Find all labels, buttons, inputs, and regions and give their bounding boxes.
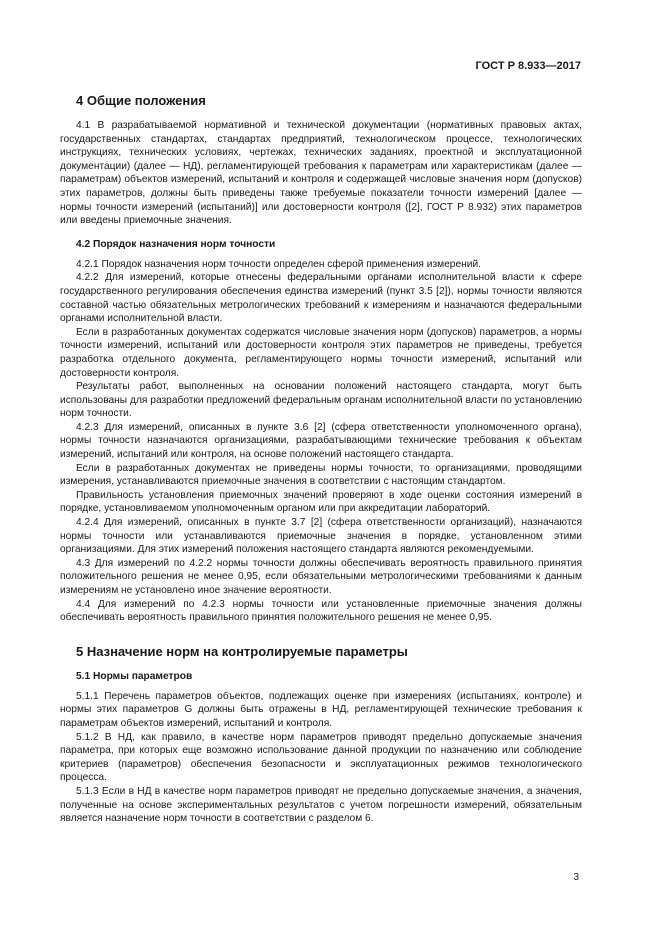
- paragraph-4-2-4: 4.2.4 Для измерений, описанных в пункте 3.7 [2] (сфера ответственности организаций), назначаются нормы точности или устанавливаются приемочные значения в порядке, установленном этими организациями. Для этих измерений положения настоящего стандарта являются рекомендуемыми.: [60, 517, 582, 556]
- document-code: ГОСТ Р 8.933—2017: [475, 60, 581, 72]
- paragraph-4-1: 4.1 В разрабатываемой нормативной и технической документации (нормативных правовых актах, государственных стандартах, стандартах предприятий, технологическом процессе, технологических инструкциях, технических условиях, чертежах, технических заданиях, проектной и эксплуатационной документации) (далее — НД), регламентирующей требования к параметрам или характеристикам (далее — параметрам) объектов измерений, испытаний и контроля и содержащей числовые значения норм (допусков) этих параметров, должны быть приведены также требуемые показатели точности измерений [далее — нормы точности измерений (испытаний)] или достоверности контроля ([2], ГОСТ Р 8.932) этих параметров или введены приемочные значения.: [60, 120, 582, 227]
- paragraph-4-2-3: 4.2.3 Для измерений, описанных в пункте 3.6 [2] (сфера ответственности уполномоченного органа), нормы точности назначаются организациями, разрабатывающими технические требования к объектам измерений, испытаний или контроля, на основе положений настоящего стандарта.: [60, 421, 582, 461]
- paragraph-4-3: 4.3 Для измерений по 4.2.2 нормы точности должны обеспечивать вероятность правильного принятия положительного решения не менее 0,95, если обязательными метрологическими требованиями к данным измерениям не установлено иное значение вероятности.: [60, 557, 582, 596]
- section-5-heading: 5 Назначение норм на контролируемые параметры: [76, 643, 408, 659]
- page-content: [60, 93, 582, 826]
- section-4-heading: 4 Общие положения: [76, 93, 206, 108]
- subsection-5-1-heading: 5.1 Нормы параметров: [76, 670, 193, 682]
- paragraph-4-2-2-b: Если в разработанных документах содержатся числовые значения норм (допусков) параметров, а нормы точности измерений, испытаний или достоверности контроля этих параметров не приведены, требуется разработка отдельного документа, регламентирующего нормы точности измерений, испытаний или достоверности контроля.: [60, 326, 582, 379]
- paragraph-4-2-2-c: Результаты работ, выполненных на основании положений настоящего стандарта, могут быть использованы для разработки предложений федеральным органам исполнительной власти по установлению норм точности.: [60, 381, 582, 420]
- paragraph-4-2-3-b: Если в разработанных документах не приведены нормы точности, то организациями, проводящими измерения, устанавливаются приемочные значения в соответствии с настоящим стандартом.: [60, 462, 582, 488]
- paragraph-4-2-3-c: Правильность установления приемочных значений проверяют в ходе оценки состояния измерений в порядке, установливаемом уполномоченным органом или при аккредитации лабораторий.: [60, 489, 582, 515]
- paragraph-4-2-1: 4.2.1 Порядок назначения норм точности определен сферой применения измерений.: [76, 258, 481, 270]
- page-number: 3: [573, 872, 579, 883]
- paragraph-5-1-1: 5.1.1 Перечень параметров объектов, подлежащих оценке при измерениях (испытаниях, контроле) и нормы этих параметров G должны быть отражены в НД, регламентирующей технические требования к параметрам объектов измерений, испытаний и контроля.: [60, 690, 582, 729]
- paragraph-5-1-3: 5.1.3 Если в НД в качестве норм параметров приводят не предельно допускаемые значения, а значения, полученные на основе экспериментальных результатов с учетом погрешности измерений, обязательным является назначение норм точности в соответствии с разделом 6.: [60, 785, 582, 825]
- subsection-4-2-heading: 4.2 Порядок назначения норм точности: [76, 238, 276, 250]
- paragraph-4-4: 4.4 Для измерений по 4.2.3 нормы точности или установленные приемочные значения должны обеспечивать вероятность правильного принятия положительного решения не менее 0,95.: [60, 598, 582, 624]
- paragraph-4-2-2: 4.2.2 Для измерений, которые отнесены федеральными органами исполнительной власти к сфере государственного регулирования обеспечения единства измерений (пункт 3.5 [2]), нормы точности являются составной частью обязательных метрологических требований к измерениям и назначаются федеральными органами исполнительной власти.: [60, 272, 582, 325]
- paragraph-5-1-2: 5.1.2 В НД, как правило, в качестве норм параметров приводят предельно допускаемые значения параметра, при которых еще возможно использование данной продукции по назначению или соблюдение критериев (параметров) обеспечения безопасности и эксплуатационных режимов технологического процесса.: [60, 731, 582, 784]
